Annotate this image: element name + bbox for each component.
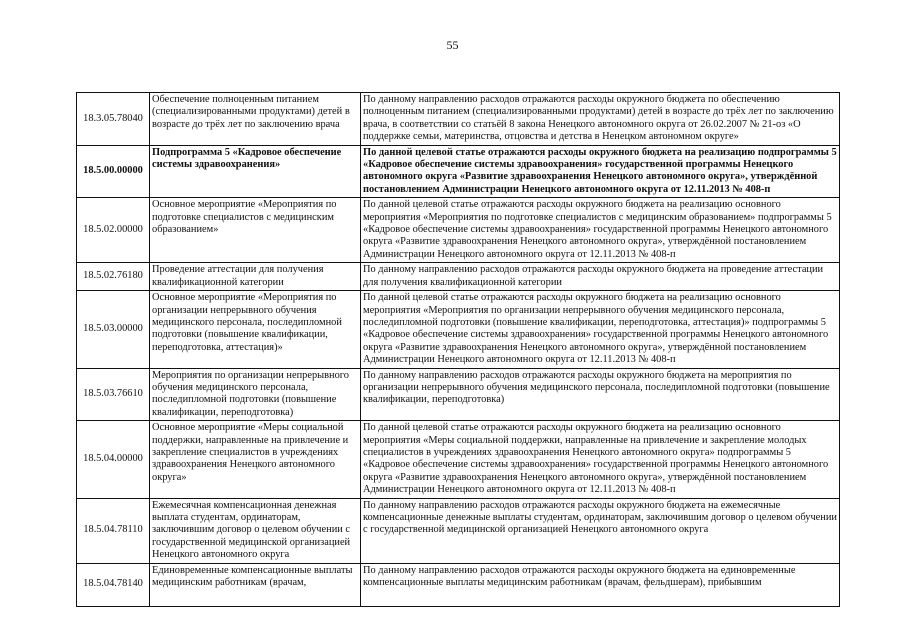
row-code: 18.5.04.78140: [77, 563, 150, 606]
row-name: Ежемесячная компенсационная денежная выплата студентам, ординаторам, заключившим договор о целевом обучении с государственной медицинской организацией Ненецкого автономного округа: [150, 498, 361, 563]
row-code: 18.5.04.78110: [77, 498, 150, 563]
row-code: 18.5.00.00000: [77, 145, 150, 198]
row-description: По данной целевой статье отражаются расходы окружного бюджета на реализацию подпрограммы 5 «Кадровое обеспечение системы здравоохранения» государственной программы Ненецкого автономного округа «Развитие здравоохранения Ненецкого автономного округа», утверждённой постановлением Администрации Ненецкого автономного округа от 12.11.2013 № 408-п: [361, 145, 840, 198]
row-name: Мероприятия по организации непрерывного обучения медицинского персонала, последипломной подготовки (повышение квалификации, переподготовка): [150, 368, 361, 421]
row-description: По данному направлению расходов отражаются расходы окружного бюджета на мероприятия по организации непрерывного обучения медицинского персонала, последипломной подготовки (повышение квалификации, переподготовка): [361, 368, 840, 421]
row-name: Подпрограмма 5 «Кадровое обеспечение системы здравоохранения»: [150, 145, 361, 198]
table-row: [77, 291, 840, 368]
table-row: [77, 563, 840, 606]
row-code: 18.5.03.00000: [77, 291, 150, 368]
row-description: По данному направлению расходов отражаются расходы окружного бюджета на ежемесячные компенсационные денежные выплаты студентам, ординаторам, заключившим договор о целевом обучении с государственной медицинской организацией Ненецкого автономного округа: [361, 498, 840, 563]
table-row: [77, 263, 840, 291]
table-row: [77, 145, 840, 198]
table-row: [77, 368, 840, 421]
row-description: По данному направлению расходов отражаются расходы окружного бюджета по обеспечению полноценным питанием (специализированными продуктами) детей в возрасте до трёх лет по заключению врача, в соответствии со статьёй 8 закона Ненецкого автономного округа от 26.02.2007 № 21-оз «О поддержке семьи, материнства, отцовства и детства в Ненецком автономном округе»: [361, 93, 840, 146]
row-name: Основное мероприятие «Мероприятия по подготовке специалистов с медицинским образованием»: [150, 198, 361, 263]
row-name: Основное мероприятие «Мероприятия по организации непрерывного обучения медицинского персонала, последипломной подготовки (повышение квалификации, переподготовка, аттестация)»: [150, 291, 361, 368]
row-description: По данной целевой статье отражаются расходы окружного бюджета на реализацию основного мероприятия «Мероприятия по подготовке специалистов с медицинским образованием» подпрограммы 5 «Кадровое обеспечение системы здравоохранения» государственной программы Ненецкого автономного округа «Развитие здравоохранения Ненецкого автономного округа», утверждённой постановлением Администрации Ненецкого автономного округа от 12.11.2013 № 408-п: [361, 198, 840, 263]
page-number: 55: [446, 38, 459, 52]
row-description: По данному направлению расходов отражаются расходы окружного бюджета на проведение аттестации для получения квалификационной категории: [361, 263, 840, 291]
row-name: Обеспечение полноценным питанием (специализированными продуктами) детей в возрасте до трёх лет по заключению врача: [150, 93, 361, 146]
table-row: [77, 93, 840, 146]
row-description: По данной целевой статье отражаются расходы окружного бюджета на реализацию основного мероприятия «Мероприятия по организации непрерывного обучения медицинского персонала, последипломной подготовки (повышение квалификации, переподготовка, аттестация)» подпрограммы 5 «Кадровое обеспечение системы здравоохранения» государственной программы Ненецкого автономного округа «Развитие здравоохранения Ненецкого автономного округа», утверждённой постановлением Администрации Ненецкого автономного округа от 12.11.2013 № 408-п: [361, 291, 840, 368]
table-row: [77, 498, 840, 563]
row-description: По данной целевой статье отражаются расходы окружного бюджета на реализацию основного мероприятия «Меры социальной поддержки, направленные на привлечение и закрепление молодых специалистов в учреждениях здравоохранения Ненецкого автономного округа» подпрограммы 5 «Кадровое обеспечение системы здравоохранения» государственной программы Ненецкого автономного округа «Развитие здравоохранения Ненецкого автономного округа», утверждённой постановлением Администрации Ненецкого автономного округа от 12.11.2013 № 408-п: [361, 421, 840, 498]
row-name: Основное мероприятие «Меры социальной поддержки, направленные на привлечение и закрепление специалистов в учреждениях здравоохранения Ненецкого автономного округа»: [150, 421, 361, 498]
table-body: [77, 93, 840, 607]
row-code: 18.5.04.00000: [77, 421, 150, 498]
table-row: [77, 421, 840, 498]
table-row: [77, 198, 840, 263]
row-code: 18.5.02.76180: [77, 263, 150, 291]
budget-classification-table: [76, 92, 838, 607]
row-code: 18.5.02.00000: [77, 198, 150, 263]
row-code: 18.5.03.76610: [77, 368, 150, 421]
row-name: Проведение аттестации для получения квалификационной категории: [150, 263, 361, 291]
row-description: По данному направлению расходов отражаются расходы окружного бюджета на единовременные компенсационные выплаты медицинским работникам (врачам, фельдшерам), прибывшим: [361, 563, 840, 606]
row-name: Единовременные компенсационные выплаты медицинским работникам (врачам,: [150, 563, 361, 606]
row-code: 18.3.05.78040: [77, 93, 150, 146]
